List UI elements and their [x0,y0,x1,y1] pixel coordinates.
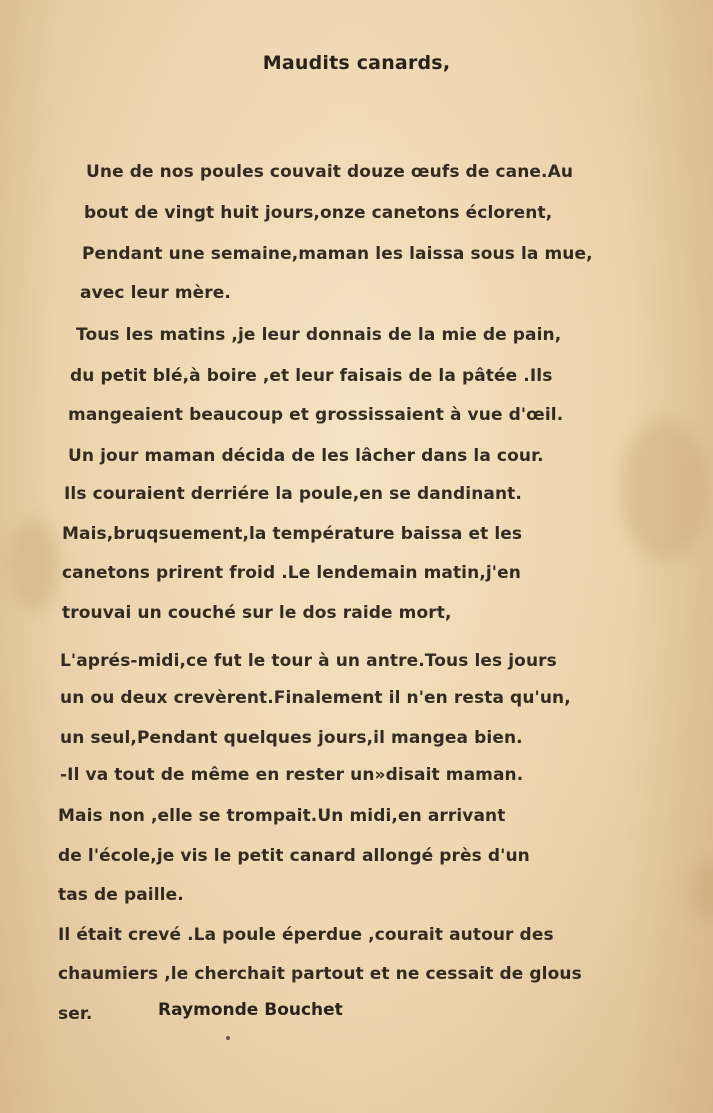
text-line: Une de nos poules couvait douze œufs de cane.Au [86,162,574,182]
page-title: Maudits canards, [262,52,451,74]
text-line: Un jour maman décida de les lâcher dans la cour. [68,446,544,466]
text-line: ser. [58,1004,93,1024]
text-line: du petit blé,à boire ,et leur faisais de la pâtée .Ils [70,366,553,386]
paper-stain [10,520,60,610]
text-line: Mais,bruqsuement,la température baissa et les [62,524,523,544]
text-line: -Il va tout de même en rester un»disait maman. [60,765,524,785]
text-line: un seul,Pendant quelques jours,il mangea bien. [60,728,523,748]
text-line: L'aprés-midi,ce fut le tour à un antre.Tous les jours [60,651,557,671]
text-line: Il était crevé .La poule éperdue ,courait autour des [58,925,554,945]
text-line: mangeaient beaucoup et grossissaient à vue d'œil. [68,405,564,425]
ink-dot [226,1036,230,1040]
text-line: canetons prirent froid .Le lendemain matin,j'en [62,563,521,583]
paper-stain [620,420,710,560]
author-signature: Raymonde Bouchet [158,1000,343,1020]
text-line: chaumiers ,le cherchait partout et ne cessait de glous [58,964,582,984]
text-line: Pendant une semaine,maman les laissa sous la mue, [82,244,593,264]
text-line: avec leur mère. [80,283,231,303]
text-line: trouvai un couché sur le dos raide mort, [62,603,452,623]
text-line: Tous les matins ,je leur donnais de la mie de pain, [76,325,562,345]
text-line: de l'école,je vis le petit canard allongé près d'un [58,846,530,866]
text-line: Ils couraient derriére la poule,en se dandinant. [64,484,522,504]
text-line: tas de paille. [58,885,184,905]
text-line: un ou deux crevèrent.Finalement il n'en resta qu'un, [60,688,571,708]
text-line: Mais non ,elle se trompait.Un midi,en arrivant [58,806,506,826]
text-line: bout de vingt huit jours,onze canetons éclorent, [84,203,553,223]
